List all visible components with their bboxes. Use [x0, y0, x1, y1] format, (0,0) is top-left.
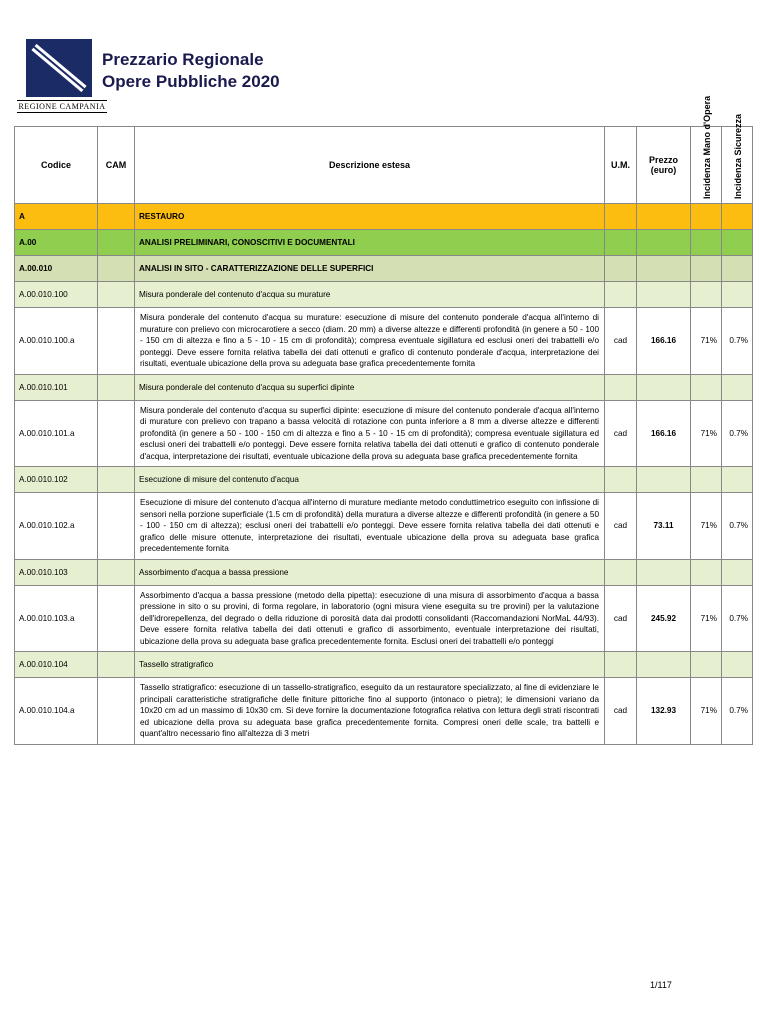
- row-description: Misura ponderale del contenuto d'acqua su murature: [135, 282, 605, 308]
- table-row: [15, 467, 753, 493]
- row-incidenza-mo: [691, 559, 722, 585]
- row-um: [605, 652, 637, 678]
- table-row: [15, 230, 753, 256]
- row-incidenza-sic: 0.7%: [722, 493, 753, 560]
- row-price: [637, 256, 691, 282]
- row-description: Tassello stratigrafico: [135, 652, 605, 678]
- table-row: [15, 282, 753, 308]
- row-incidenza-sic: [722, 559, 753, 585]
- row-um: [605, 256, 637, 282]
- row-cam: [98, 559, 135, 585]
- row-description: Misura ponderale del contenuto d'acqua su superfici dipinte: esecuzione di misure del contenuto ponderale d'acqua all'interno di murature con prelievo con trapano a bassa velocità di rotazione con punta inferiore a 8 mm a diverse altezze e differenti profondità (in genere a 50 - 100 - 150 cm di altezza e fino a 5 - 10 - 15 cm di profondità); compresa eventuale sigillatura ed esclusi oneri dei trabattelli e/o ponteggi. Deve essere fornita relativa tabella dei dati ottenuti e grafico di contenuto ponderale d'acqua, interpretazione dei risultati, eventuale ubicazione della prova su adeguata base grafica precedentemente fornita: [135, 400, 605, 467]
- table-row: [15, 400, 753, 467]
- row-um: [605, 559, 637, 585]
- row-incidenza-mo: 71%: [691, 585, 722, 652]
- row-price: [637, 282, 691, 308]
- row-um: [605, 374, 637, 400]
- row-incidenza-sic: [722, 652, 753, 678]
- row-price: [637, 204, 691, 230]
- regione-campania-logo: [17, 36, 109, 116]
- row-code: A.00.010.100: [15, 282, 98, 308]
- row-price: 245.92: [637, 585, 691, 652]
- row-description: Esecuzione di misure del contenuto d'acqua: [135, 467, 605, 493]
- title-line-2: Opere Pubbliche 2020: [102, 72, 280, 91]
- row-cam: [98, 467, 135, 493]
- row-code: A: [15, 204, 98, 230]
- col-header-codice: Codice: [15, 127, 98, 204]
- row-price: [637, 652, 691, 678]
- table-row: [15, 559, 753, 585]
- row-incidenza-mo: [691, 256, 722, 282]
- row-price: [637, 467, 691, 493]
- row-cam: [98, 652, 135, 678]
- row-um: cad: [605, 493, 637, 560]
- row-incidenza-sic: [722, 467, 753, 493]
- row-price: [637, 230, 691, 256]
- title-line-1: Prezzario Regionale: [102, 50, 264, 69]
- row-incidenza-mo: [691, 230, 722, 256]
- row-incidenza-mo: 71%: [691, 400, 722, 467]
- page-number: 1/117: [650, 980, 672, 990]
- document-title: [102, 49, 280, 93]
- row-code: A.00: [15, 230, 98, 256]
- row-incidenza-mo: [691, 282, 722, 308]
- row-price: [637, 374, 691, 400]
- row-code: A.00.010.103.a: [15, 585, 98, 652]
- logo-emblem: [26, 39, 92, 97]
- table-header: [15, 127, 753, 204]
- row-incidenza-sic: [722, 204, 753, 230]
- table-row: [15, 585, 753, 652]
- row-incidenza-mo: [691, 204, 722, 230]
- row-um: cad: [605, 308, 637, 375]
- table-row: [15, 308, 753, 375]
- row-incidenza-sic: [722, 256, 753, 282]
- table-row: [15, 256, 753, 282]
- row-description: Esecuzione di misure del contenuto d'acqua all'interno di murature mediante metodo conduttimetrico eseguito con infissione di sensori nella porzione superficiale (1.5 cm di profondità) della muratura a diverse altezze e differenti profondità (in genere a 50 - 100 - 150 cm di altezza); esclusi oneri dei trabattelli e/o ponteggi. Deve essere fornita relativa tabella dei dati ottenuti e grafico delle misure ottenute, interpretazione dei risultati, eventuale ubicazione della prova su adeguata base grafica precedentemente fornita: [135, 493, 605, 560]
- row-description: Misura ponderale del contenuto d'acqua su superfici dipinte: [135, 374, 605, 400]
- row-description: Assorbimento d'acqua a bassa pressione: [135, 559, 605, 585]
- row-description: ANALISI IN SITO - CARATTERIZZAZIONE DELLE SUPERFICI: [135, 256, 605, 282]
- row-code: A.00.010.101.a: [15, 400, 98, 467]
- row-code: A.00.010.100.a: [15, 308, 98, 375]
- row-cam: [98, 230, 135, 256]
- row-um: cad: [605, 678, 637, 745]
- row-incidenza-mo: [691, 374, 722, 400]
- logo-text: REGIONE CAMPANIA: [18, 102, 106, 111]
- row-code: A.00.010: [15, 256, 98, 282]
- row-incidenza-mo: [691, 467, 722, 493]
- row-description: Assorbimento d'acqua a bassa pressione (metodo della pipetta): esecuzione di una misura di assorbimento d'acqua a bassa pressione in sito o su provini, di forma regolare, in laboratorio (ogni misura viene eseguita su tre provini) per la valutazione dell'idrorepellenza, del degrado o della riduzione di porosità data dai prodotti consolidanti (Raccomandazioni NorMaL 44/93). Deve essere fornita relativa tabella dei dati ottenuti e grafico di assorbimento, eventuale interpretazione dei risultati, ubicazione della prova su adeguata base grafica precedentemente fornita. Esclusi oneri dei trabattelli e/o ponteggi: [135, 585, 605, 652]
- row-um: [605, 467, 637, 493]
- row-code: A.00.010.102: [15, 467, 98, 493]
- row-incidenza-sic: [722, 282, 753, 308]
- row-um: [605, 230, 637, 256]
- col-header-um: U.M.: [605, 127, 637, 204]
- row-incidenza-mo: 71%: [691, 678, 722, 745]
- row-incidenza-sic: 0.7%: [722, 308, 753, 375]
- row-incidenza-sic: [722, 374, 753, 400]
- table-row: [15, 493, 753, 560]
- row-code: A.00.010.101: [15, 374, 98, 400]
- row-price: 132.93: [637, 678, 691, 745]
- row-price: 166.16: [637, 308, 691, 375]
- table-row: [15, 652, 753, 678]
- table-row: [15, 374, 753, 400]
- row-um: [605, 282, 637, 308]
- row-incidenza-mo: [691, 652, 722, 678]
- row-price: 166.16: [637, 400, 691, 467]
- table-row: [15, 204, 753, 230]
- col-header-cam: CAM: [98, 127, 135, 204]
- row-price: [637, 559, 691, 585]
- row-incidenza-sic: [722, 230, 753, 256]
- row-cam: [98, 256, 135, 282]
- row-price: 73.11: [637, 493, 691, 560]
- row-um: cad: [605, 585, 637, 652]
- row-um: [605, 204, 637, 230]
- row-cam: [98, 678, 135, 745]
- col-header-descrizione: Descrizione estesa: [135, 127, 605, 204]
- table-row: [15, 678, 753, 745]
- row-incidenza-sic: 0.7%: [722, 585, 753, 652]
- row-code: A.00.010.103: [15, 559, 98, 585]
- row-cam: [98, 400, 135, 467]
- row-code: A.00.010.104.a: [15, 678, 98, 745]
- row-incidenza-mo: 71%: [691, 493, 722, 560]
- row-description: RESTAURO: [135, 204, 605, 230]
- row-incidenza-mo: 71%: [691, 308, 722, 375]
- row-cam: [98, 282, 135, 308]
- row-code: A.00.010.104: [15, 652, 98, 678]
- row-description: Misura ponderale del contenuto d'acqua su murature: esecuzione di misure del contenuto ponderale d'acqua all'interno di murature con prelievo con microcarotiere a secco (diam. 20 mm) a diverse altezze e differenti profondità (in genere a 50 - 100 - 150 cm di altezza e fino a 5 - 10 - 15 cm di profondità); compresa eventuale sigillatura ed esclusi oneri dei trabattelli e/o ponteggi. Deve essere fornita relativa tabella dei dati ottenuti e grafico di contenuto ponderale d'acqua, interpretazione dei risultati, eventuale ubicazione della prova su adeguata base grafica precedentemente fornita: [135, 308, 605, 375]
- col-header-incidenza-mo: Incidenza Mano d'Opera: [691, 127, 722, 204]
- row-code: A.00.010.102.a: [15, 493, 98, 560]
- row-cam: [98, 374, 135, 400]
- row-cam: [98, 204, 135, 230]
- row-description: Tassello stratigrafico: esecuzione di un tassello-stratigrafico, eseguito da un restauratore specializzato, al fine di evidenziare le principali caratteristiche stratigrafiche delle finiture pittoriche fino al supporto (intonaco o pietra); le dimensioni variano da 10x20 cm ad un massimo di 10x30 cm. Si deve fornire la documentazione fotografica relativa con lettura degli strati riscontrati ed ubicazione della prova su adeguata base grafica precedentemente fornita. Compresi oneri delle scale, tra battelli e quant'altro necessario fino all'altezza di 3 metri: [135, 678, 605, 745]
- col-header-prezzo: Prezzo (euro): [637, 127, 691, 204]
- row-cam: [98, 585, 135, 652]
- row-description: ANALISI PRELIMINARI, CONOSCITIVI E DOCUMENTALI: [135, 230, 605, 256]
- row-incidenza-sic: 0.7%: [722, 400, 753, 467]
- row-um: cad: [605, 400, 637, 467]
- row-cam: [98, 493, 135, 560]
- row-cam: [98, 308, 135, 375]
- row-incidenza-sic: 0.7%: [722, 678, 753, 745]
- col-header-incidenza-sic: Incidenza Sicurezza: [722, 127, 753, 204]
